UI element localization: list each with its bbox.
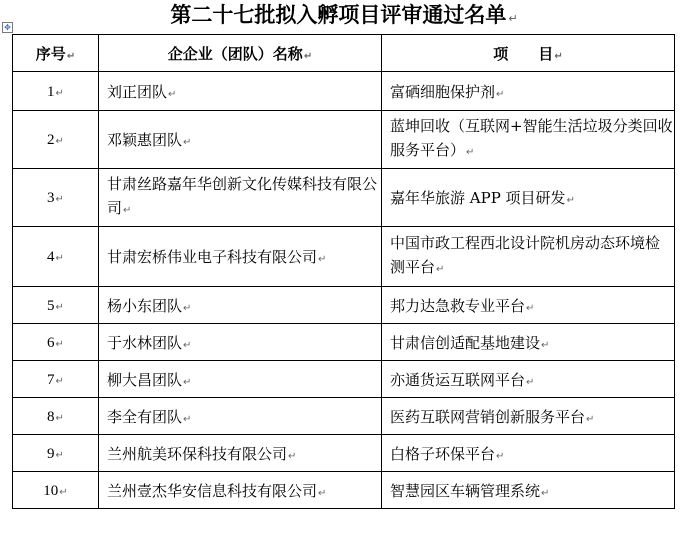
cell-project: 邦力达急救专业平台↵ bbox=[382, 287, 675, 324]
cell-company: 于水林团队↵ bbox=[99, 324, 382, 361]
header-project: 项 目↵ bbox=[382, 35, 675, 72]
cell-no: 4↵ bbox=[13, 227, 99, 287]
cell-no: 8↵ bbox=[13, 398, 99, 435]
cell-no: 5↵ bbox=[13, 287, 99, 324]
cell-no: 3↵ bbox=[13, 169, 99, 227]
table-header-row bbox=[13, 35, 675, 72]
document-title-text: 第二十七批拟入孵项目评审通过名单 bbox=[170, 2, 507, 27]
cell-project: 亦通货运互联网平台↵ bbox=[382, 361, 675, 398]
table-row bbox=[13, 169, 675, 227]
cell-company: 邓颖惠团队↵ bbox=[99, 111, 382, 169]
cell-company: 甘肃丝路嘉年华创新文化传媒科技有限公司↵ bbox=[99, 169, 382, 227]
cell-company: 杨小东团队↵ bbox=[99, 287, 382, 324]
table-row bbox=[13, 361, 675, 398]
cell-project: 智慧园区车辆管理系统↵ bbox=[382, 472, 675, 509]
cell-project: 白格子环保平台↵ bbox=[382, 435, 675, 472]
cell-no: 10↵ bbox=[13, 472, 99, 509]
table-row bbox=[13, 227, 675, 287]
cell-company: 李全有团队↵ bbox=[99, 398, 382, 435]
table-row bbox=[13, 287, 675, 324]
cell-company: 兰州航美环保科技有限公司↵ bbox=[99, 435, 382, 472]
cell-project: 中国市政工程西北设计院机房动态环境检测平台↵ bbox=[382, 227, 675, 287]
table-row bbox=[13, 398, 675, 435]
cell-no: 7↵ bbox=[13, 361, 99, 398]
table-row bbox=[13, 324, 675, 361]
cell-no: 1↵ bbox=[13, 72, 99, 111]
table-row bbox=[13, 111, 675, 169]
cell-company: 刘正团队↵ bbox=[99, 72, 382, 111]
cell-no: 9↵ bbox=[13, 435, 99, 472]
candidate-table bbox=[12, 34, 675, 509]
cell-project: 嘉年华旅游 APP 项目研发↵ bbox=[382, 169, 675, 227]
cell-company: 柳大昌团队↵ bbox=[99, 361, 382, 398]
table-row bbox=[13, 472, 675, 509]
table-row bbox=[13, 435, 675, 472]
document-title bbox=[0, 0, 688, 30]
cell-project: 甘肃信创适配基地建设↵ bbox=[382, 324, 675, 361]
cell-project: 富硒细胞保护剂↵ bbox=[382, 72, 675, 111]
paragraph-mark: ↵ bbox=[508, 12, 518, 25]
cell-company: 甘肃宏桥伟业电子科技有限公司↵ bbox=[99, 227, 382, 287]
header-company: 企企业（团队）名称↵ bbox=[99, 35, 382, 72]
cell-company: 兰州壹杰华安信息科技有限公司↵ bbox=[99, 472, 382, 509]
cell-no: 2↵ bbox=[13, 111, 99, 169]
table-row bbox=[13, 72, 675, 111]
header-no: 序号↵ bbox=[13, 35, 99, 72]
cell-no: 6↵ bbox=[13, 324, 99, 361]
cell-project: 医药互联网营销创新服务平台↵ bbox=[382, 398, 675, 435]
table-move-handle-icon[interactable]: ✥ bbox=[2, 22, 13, 33]
cell-project: 蓝坤回收（互联网+智能生活垃圾分类回收服务平台）↵ bbox=[382, 111, 675, 169]
